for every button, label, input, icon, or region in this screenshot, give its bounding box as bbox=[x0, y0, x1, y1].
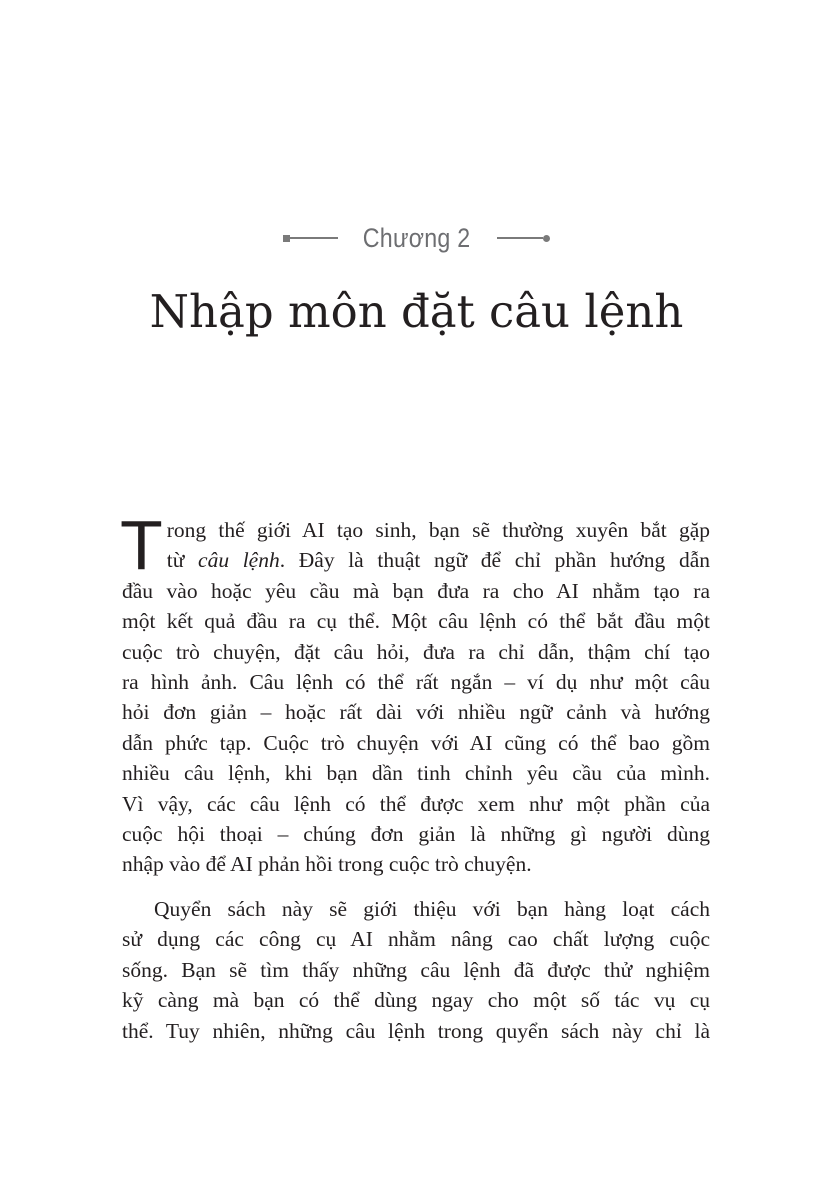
chapter-ornament-right bbox=[497, 235, 550, 242]
ornament-square-icon bbox=[283, 235, 290, 242]
text-line: Vì vậy, các câu lệnh có thể được xem như một phần của bbox=[122, 791, 710, 816]
chapter-label: Chương 2 bbox=[362, 222, 471, 253]
text-segment: . Đây là thuật ngữ để chỉ phần hướng dẫn bbox=[279, 548, 710, 573]
text-line bbox=[122, 545, 710, 575]
text-line: cuộc trò chuyện, đặt câu hỏi, đưa ra chỉ dẫn, thậm chí tạo bbox=[122, 639, 710, 664]
text-line: nhập vào để AI phản hồi trong cuộc trò chuyện. bbox=[122, 852, 532, 877]
body-text bbox=[120, 506, 710, 1046]
text-line: ra hình ảnh. Câu lệnh có thể rất ngắn – ví dụ như một câu bbox=[122, 670, 710, 695]
text-segment: Quyển sách này sẽ giới thiệu với bạn hàng loạt cách bbox=[154, 896, 710, 921]
text-line: sử dụng các công cụ AI nhằm nâng cao chất lượng cuộc bbox=[122, 927, 710, 952]
chapter-header bbox=[0, 218, 833, 258]
text-line: hỏi đơn giản – hoặc rất dài với nhiều ngữ cảnh và hướng bbox=[122, 700, 710, 725]
text-segment: từ bbox=[166, 548, 199, 573]
text-line: thể. Tuy nhiên, những câu lệnh trong quyển sách này chỉ là bbox=[122, 1018, 710, 1043]
ornament-line bbox=[497, 237, 543, 239]
drop-cap: T bbox=[120, 506, 163, 584]
text-line: dẫn phức tạp. Cuộc trò chuyện với AI cũng có thể bao gồm bbox=[122, 730, 710, 755]
paragraph-1 bbox=[120, 506, 710, 880]
text-line: đầu vào hoặc yêu cầu mà bạn đưa ra cho AI nhằm tạo ra bbox=[122, 578, 710, 603]
text-line: rong thế giới AI tạo sinh, bạn sẽ thường xuyên bắt gặp bbox=[166, 518, 710, 542]
paragraph-2 bbox=[122, 894, 710, 1046]
chapter-ornament-left bbox=[283, 235, 338, 242]
emphasized-term: câu lệnh bbox=[198, 548, 280, 573]
text-line: sống. Bạn sẽ tìm thấy những câu lệnh đã được thử nghiệm bbox=[122, 957, 710, 982]
chapter-title: Nhập môn đặt câu lệnh bbox=[149, 285, 684, 338]
text-line: một kết quả đầu ra cụ thể. Một câu lệnh có thể bắt đầu một bbox=[122, 609, 710, 634]
text-line bbox=[122, 894, 710, 924]
text-line: cuộc hội thoại – chúng đơn giản là những gì người dùng bbox=[122, 822, 710, 847]
text-line: nhiều câu lệnh, khi bạn dần tinh chỉnh yêu cầu của mình. bbox=[122, 761, 710, 786]
text-line: kỹ càng mà bạn có thể dùng ngay cho một số tác vụ cụ bbox=[122, 988, 710, 1013]
ornament-line bbox=[290, 237, 338, 239]
ornament-dot-icon bbox=[543, 235, 550, 242]
